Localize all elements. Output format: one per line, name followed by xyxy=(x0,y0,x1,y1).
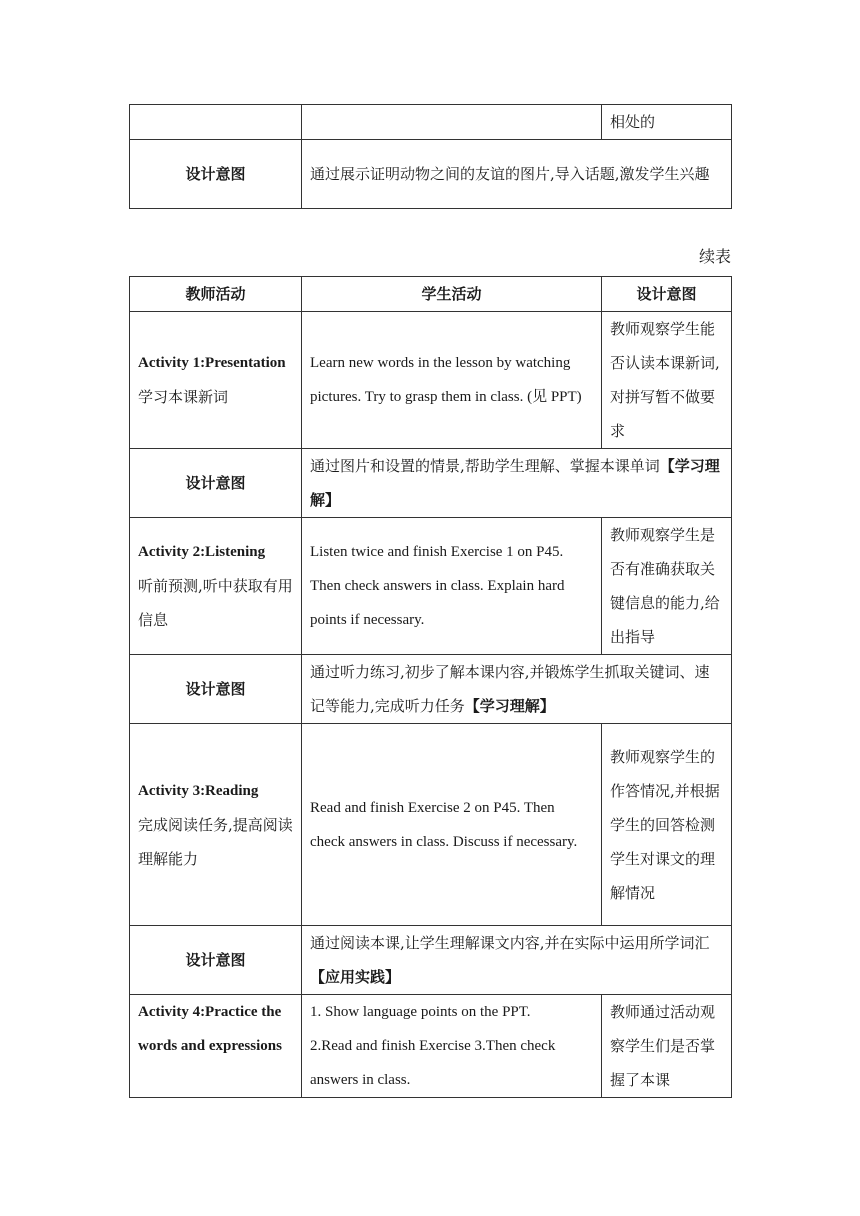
continued-label: 续表 xyxy=(698,247,731,266)
activity-title: Activity 3:Reading xyxy=(138,782,259,799)
student-activity-cell: Listen twice and finish Exercise 1 on P45. Then check answers in class. Explain hard points if necessary. xyxy=(302,518,602,655)
intent-row xyxy=(130,926,732,995)
intent-cell xyxy=(302,449,732,518)
intent-row xyxy=(130,449,732,518)
empty-cell xyxy=(302,105,602,140)
student-activity-cell: Read and finish Exercise 2 on P45. Then check answers in class. Discuss if necessary. xyxy=(302,724,602,926)
intent-text: 通过图片和设置的情景,帮助学生理解、掌握本课单词 xyxy=(310,457,660,475)
activity-row xyxy=(130,724,732,926)
intent-label: 设计意图 xyxy=(130,449,302,518)
teacher-activity-cell xyxy=(130,518,302,655)
header-teacher: 教师活动 xyxy=(130,277,302,312)
design-cell: 教师观察学生能否认读本课新词,对拼写暂不做要求 xyxy=(602,312,732,449)
intent-tag: 【应用实践】 xyxy=(310,968,401,986)
intent-tag: 【学习理解】 xyxy=(464,697,555,715)
empty-cell xyxy=(130,105,302,140)
teacher-activity-cell xyxy=(130,724,302,926)
activity-title: Activity 1:Presentation xyxy=(138,355,286,371)
header-design: 设计意图 xyxy=(602,277,732,312)
student-activity-cell xyxy=(302,995,602,1098)
design-cell: 教师观察学生的作答情况,并根据学生的回答检测学生对课文的理解情况 xyxy=(602,724,732,926)
intent-label: 设计意图 xyxy=(130,926,302,995)
intent-tag: 【学习理解】 xyxy=(310,457,720,509)
intent-text: 通过展示证明动物之间的友谊的图片,导入话题,激发学生兴趣 xyxy=(302,140,732,209)
activity-subtitle: 学习本课新词 xyxy=(138,388,229,406)
activity-subtitle: 听前预测,听中获取有用信息 xyxy=(138,577,293,629)
intent-cell xyxy=(302,926,732,995)
intent-cell xyxy=(302,655,732,724)
activity-title: Activity 2:Listening xyxy=(138,544,266,560)
student-step-2: 2.Read and finish Exercise 3.Then check answers in class. xyxy=(310,1038,556,1088)
activity-row xyxy=(130,995,732,1098)
activity-subtitle: 完成阅读任务,提高阅读理解能力 xyxy=(138,815,293,868)
previous-table-fragment xyxy=(129,104,732,209)
design-cell: 教师观察学生是否有准确获取关键信息的能力,给出指导 xyxy=(602,518,732,655)
activity-title: Activity 4:Practice the words and expressions xyxy=(138,1004,282,1054)
activity-row xyxy=(130,312,732,449)
teacher-activity-cell xyxy=(130,995,302,1098)
intent-label: 设计意图 xyxy=(130,140,302,209)
intent-text: 通过阅读本课,让学生理解课文内容,并在实际中运用所学词汇 xyxy=(310,934,710,952)
header-row xyxy=(130,277,732,312)
design-cell: 相处的 xyxy=(602,105,732,140)
student-activity-cell: Learn new words in the lesson by watching pictures. Try to grasp them in class. (见 PPT) xyxy=(302,312,602,449)
activity-row xyxy=(130,518,732,655)
lesson-plan-table xyxy=(129,276,732,1098)
header-student: 学生活动 xyxy=(302,277,602,312)
intent-label: 设计意图 xyxy=(130,655,302,724)
student-step-1: 1. Show language points on the PPT. xyxy=(310,1004,531,1020)
teacher-activity-cell xyxy=(130,312,302,449)
design-cell: 教师通过活动观察学生们是否掌握了本课 xyxy=(602,995,732,1098)
intent-text: 通过听力练习,初步了解本课内容,并锻炼学生抓取关键词、速记等能力,完成听力任务 xyxy=(310,663,710,715)
intent-row xyxy=(130,655,732,724)
